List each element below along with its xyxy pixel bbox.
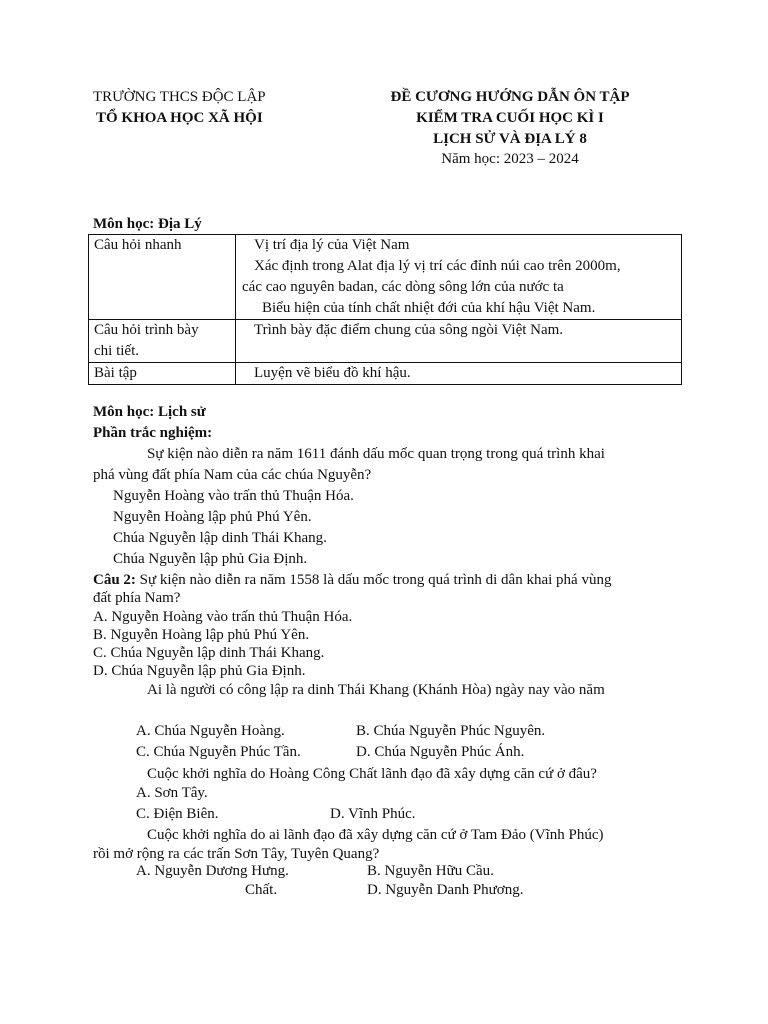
answer-option: D. Vĩnh Phúc. [330,806,416,822]
row-label-line: Câu hỏi trình bày [94,322,199,338]
answer-option: D. Nguyễn Danh Phương. [367,882,524,898]
question-text: rồi mở rộng ra các trấn Sơn Tây, Tuyên Quang? [93,846,380,862]
geography-heading: Môn học: Địa Lý [93,216,202,232]
question-text: Sự kiện nào diễn ra năm 1611 đánh dấu mốc quan trọng trong quá trình khai [147,446,605,462]
question-text: Sự kiện nào diễn ra năm 1558 là dấu mốc trong quá trình di dân khai phá vùng [135,572,612,588]
answer-option: A. Chúa Nguyễn Hoàng. [136,723,285,739]
question-text: Ai là người có công lập ra dinh Thái Khang (Khánh Hòa) ngày nay vào năm [147,682,605,698]
table-row [89,320,682,363]
geography-table [88,234,682,385]
question-label: Câu 2: [93,572,136,588]
answer-option: D. Chúa Nguyễn lập phủ Gia Định. [93,663,306,679]
document-title: ĐỀ CƯƠNG HƯỚNG DẪN ÔN TẬP [390,89,630,105]
answer-option: B. Nguyễn Hữu Cầu. [367,863,494,879]
row-label: Câu hỏi nhanh [89,235,236,320]
row-content [236,363,682,385]
answer-option: C. Chúa Nguyễn Phúc Tần. [136,744,301,760]
content-line: Biểu hiện của tính chất nhiệt đới của khí hậu Việt Nam. [262,300,596,316]
answer-option: C. Chúa Nguyễn lập dinh Thái Khang. [93,645,325,661]
question-text: Cuộc khởi nghĩa do Hoàng Công Chất lãnh đạo đã xây dựng căn cứ ở đâu? [147,766,597,782]
row-label-line: chi tiết. [94,343,139,359]
answer-option: Chất. [245,882,278,898]
question-text: phá vùng đất phía Nam của các chúa Nguyễn? [93,467,372,483]
content-line: các cao nguyên badan, các dòng sông lớn của nước ta [242,279,564,295]
question-text: Cuộc khởi nghĩa do ai lãnh đạo đã xây dựng căn cứ ở Tam Đảo (Vĩnh Phúc) [147,827,604,843]
answer-option: Chúa Nguyễn lập dinh Thái Khang. [113,530,327,546]
answer-option: C. Điện Biên. [136,806,219,822]
question-text: đất phía Nam? [93,590,181,606]
answer-option: B. Chúa Nguyễn Phúc Nguyên. [356,723,546,739]
answer-option: A. Nguyễn Hoàng vào trấn thủ Thuận Hóa. [93,609,353,625]
answer-option: Nguyễn Hoàng lập phủ Phú Yên. [113,509,312,525]
subject-title: LỊCH SỬ VÀ ĐỊA LÝ 8 [433,131,587,147]
content-line: Xác định trong Alat địa lý vị trí các đỉnh núi cao trên 2000m, [254,258,621,274]
answer-option: D. Chúa Nguyễn Phúc Ánh. [356,744,525,760]
answer-option: Chúa Nguyễn lập phủ Gia Định. [113,551,308,567]
answer-option: A. Sơn Tây. [136,785,208,801]
answer-option: B. Nguyễn Hoàng lập phủ Phú Yên. [93,627,310,643]
table-row [89,235,682,320]
question-2 [93,571,611,590]
exam-title: KIỂM TRA CUỐI HỌC KÌ I [416,110,604,126]
table-row [89,363,682,385]
content-line: Trình bày đặc điểm chung của sông ngòi Việt Nam. [254,322,564,338]
row-label [89,320,236,363]
department-name: TỔ KHOA HỌC XÃ HỘI [96,110,263,126]
row-content [236,320,682,363]
answer-option: Nguyễn Hoàng vào trấn thủ Thuận Hóa. [113,488,354,504]
school-name: TRƯỜNG THCS ĐỘC LẬP [93,89,266,105]
content-line: Luyện vẽ biểu đồ khí hậu. [254,365,411,381]
section-heading: Phần trắc nghiệm: [93,425,213,441]
answer-option: A. Nguyễn Dương Hưng. [136,863,289,879]
history-heading: Môn học: Lịch sử [93,404,206,420]
school-year: Năm học: 2023 – 2024 [441,151,579,167]
row-label: Bài tập [89,363,236,385]
row-content [236,235,682,320]
content-line: Vị trí địa lý của Việt Nam [254,237,410,253]
